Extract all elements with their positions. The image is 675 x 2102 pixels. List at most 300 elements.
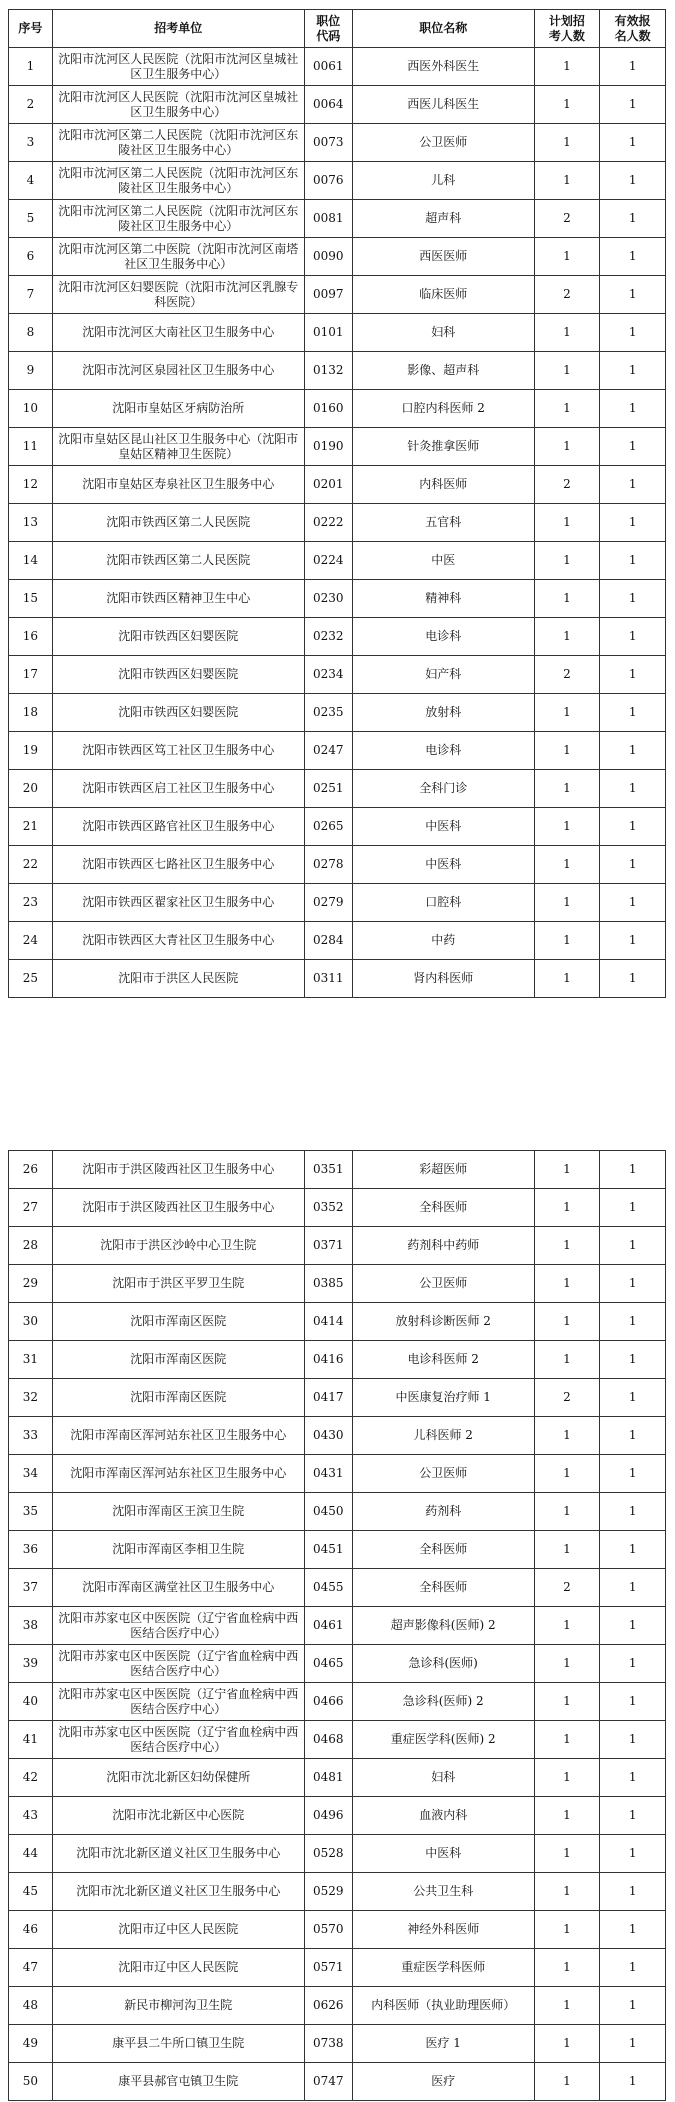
cell-valid-count: 1: [600, 2025, 666, 2063]
cell-code: 0311: [304, 960, 352, 998]
cell-code: 0626: [304, 1987, 352, 2025]
cell-unit: 沈阳市浑南区医院: [52, 1303, 304, 1341]
cell-planned-count: 1: [534, 770, 600, 808]
cell-no: 42: [9, 1759, 53, 1797]
cell-no: 19: [9, 732, 53, 770]
cell-code: 0073: [304, 124, 352, 162]
cell-no: 32: [9, 1379, 53, 1417]
header-plan-line2: 考人数: [548, 28, 585, 43]
cell-planned-count: 1: [534, 504, 600, 542]
cell-unit: 沈阳市于洪区平罗卫生院: [52, 1265, 304, 1303]
cell-unit: 沈阳市沈河区第二人民医院（沈阳市沈河区东陵社区卫生服务中心）: [52, 162, 304, 200]
cell-no: 16: [9, 618, 53, 656]
cell-no: 12: [9, 466, 53, 504]
cell-planned-count: 1: [534, 1949, 600, 1987]
cell-code: 0468: [304, 1721, 352, 1759]
cell-position-name: 医疗 1: [352, 2025, 534, 2063]
cell-planned-count: 1: [534, 618, 600, 656]
cell-code: 0247: [304, 732, 352, 770]
cell-valid-count: 1: [600, 428, 666, 466]
cell-valid-count: 1: [600, 314, 666, 352]
cell-position-name: 电诊科: [352, 618, 534, 656]
cell-code: 0351: [304, 1151, 352, 1189]
cell-valid-count: 1: [600, 238, 666, 276]
cell-code: 0224: [304, 542, 352, 580]
cell-unit: 沈阳市铁西区第二人民医院: [52, 504, 304, 542]
cell-position-name: 内科医师（执业助理医师）: [352, 1987, 534, 2025]
cell-valid-count: 1: [600, 694, 666, 732]
table-row: [9, 86, 666, 124]
cell-no: 8: [9, 314, 53, 352]
cell-position-name: 妇科: [352, 1759, 534, 1797]
cell-code: 0465: [304, 1645, 352, 1683]
cell-position-name: 肾内科医师: [352, 960, 534, 998]
cell-code: 0529: [304, 1873, 352, 1911]
cell-planned-count: 1: [534, 2063, 600, 2101]
cell-no: 2: [9, 86, 53, 124]
cell-position-name: 全科医师: [352, 1531, 534, 1569]
cell-position-name: 影像、超声科: [352, 352, 534, 390]
cell-planned-count: 1: [534, 124, 600, 162]
cell-position-name: 西医医师: [352, 238, 534, 276]
table-row: [9, 276, 666, 314]
cell-code: 0528: [304, 1835, 352, 1873]
cell-unit: 沈阳市铁西区大青社区卫生服务中心: [52, 922, 304, 960]
cell-valid-count: 1: [600, 124, 666, 162]
cell-unit: 沈阳市沈河区第二人民医院（沈阳市沈河区东陵社区卫生服务中心）: [52, 200, 304, 238]
cell-no: 29: [9, 1265, 53, 1303]
cell-no: 38: [9, 1607, 53, 1645]
cell-position-name: 儿科: [352, 162, 534, 200]
cell-unit: 沈阳市沈河区妇婴医院（沈阳市沈河区乳腺专科医院）: [52, 276, 304, 314]
cell-valid-count: 1: [600, 1379, 666, 1417]
cell-valid-count: 1: [600, 732, 666, 770]
cell-position-name: 西医儿科医生: [352, 86, 534, 124]
cell-planned-count: 1: [534, 1493, 600, 1531]
cell-no: 27: [9, 1189, 53, 1227]
cell-code: 0278: [304, 846, 352, 884]
cell-valid-count: 1: [600, 1569, 666, 1607]
header-no: 序号: [9, 10, 53, 48]
cell-planned-count: 1: [534, 1265, 600, 1303]
table-row: [9, 390, 666, 428]
cell-unit: 沈阳市铁西区七路社区卫生服务中心: [52, 846, 304, 884]
cell-planned-count: 1: [534, 314, 600, 352]
cell-unit: 沈阳市铁西区妇婴医院: [52, 618, 304, 656]
cell-code: 0097: [304, 276, 352, 314]
table-body-page-1: [9, 48, 666, 998]
cell-code: 0481: [304, 1759, 352, 1797]
cell-code: 0430: [304, 1417, 352, 1455]
cell-code: 0160: [304, 390, 352, 428]
table-row: [9, 846, 666, 884]
cell-unit: 沈阳市于洪区陵西社区卫生服务中心: [52, 1189, 304, 1227]
cell-valid-count: 1: [600, 1303, 666, 1341]
cell-unit: 沈阳市苏家屯区中医医院（辽宁省血栓病中西医结合医疗中心）: [52, 1683, 304, 1721]
table-row: [9, 200, 666, 238]
cell-no: 41: [9, 1721, 53, 1759]
cell-position-name: 口腔内科医师 2: [352, 390, 534, 428]
cell-valid-count: 1: [600, 1265, 666, 1303]
table-row: [9, 960, 666, 998]
table-row: [9, 922, 666, 960]
cell-unit: 沈阳市浑南区浑河站东社区卫生服务中心: [52, 1455, 304, 1493]
cell-code: 0061: [304, 48, 352, 86]
cell-valid-count: 1: [600, 1189, 666, 1227]
cell-planned-count: 1: [534, 352, 600, 390]
cell-valid-count: 1: [600, 1531, 666, 1569]
cell-position-name: 精神科: [352, 580, 534, 618]
cell-no: 33: [9, 1417, 53, 1455]
cell-valid-count: 1: [600, 542, 666, 580]
cell-valid-count: 1: [600, 1645, 666, 1683]
cell-planned-count: 2: [534, 466, 600, 504]
cell-valid-count: 1: [600, 86, 666, 124]
cell-valid-count: 1: [600, 922, 666, 960]
cell-valid-count: 1: [600, 200, 666, 238]
cell-no: 11: [9, 428, 53, 466]
cell-valid-count: 1: [600, 1227, 666, 1265]
cell-code: 0076: [304, 162, 352, 200]
cell-planned-count: 1: [534, 1455, 600, 1493]
cell-code: 0201: [304, 466, 352, 504]
cell-planned-count: 1: [534, 1873, 600, 1911]
header-code-line2: 代码: [316, 28, 341, 43]
cell-position-name: 神经外科医师: [352, 1911, 534, 1949]
cell-code: 0450: [304, 1493, 352, 1531]
cell-planned-count: 1: [534, 1645, 600, 1683]
cell-code: 0496: [304, 1797, 352, 1835]
cell-planned-count: 1: [534, 428, 600, 466]
cell-valid-count: 1: [600, 276, 666, 314]
cell-position-name: 放射科诊断医师 2: [352, 1303, 534, 1341]
cell-unit: 沈阳市铁西区启工社区卫生服务中心: [52, 770, 304, 808]
cell-no: 43: [9, 1797, 53, 1835]
cell-no: 31: [9, 1341, 53, 1379]
table-row: [9, 1949, 666, 1987]
cell-position-name: 公共卫生科: [352, 1873, 534, 1911]
cell-valid-count: 1: [600, 48, 666, 86]
cell-planned-count: 2: [534, 1379, 600, 1417]
cell-no: 37: [9, 1569, 53, 1607]
recruitment-table-page-1: [8, 9, 666, 998]
table-row: [9, 48, 666, 86]
cell-valid-count: 1: [600, 580, 666, 618]
cell-no: 25: [9, 960, 53, 998]
cell-code: 0235: [304, 694, 352, 732]
cell-code: 0232: [304, 618, 352, 656]
cell-unit: 沈阳市铁西区笃工社区卫生服务中心: [52, 732, 304, 770]
cell-unit: 沈阳市铁西区翟家社区卫生服务中心: [52, 884, 304, 922]
cell-code: 0352: [304, 1189, 352, 1227]
cell-code: 0371: [304, 1227, 352, 1265]
cell-planned-count: 1: [534, 390, 600, 428]
cell-planned-count: 1: [534, 1759, 600, 1797]
table-row: [9, 238, 666, 276]
cell-planned-count: 1: [534, 1797, 600, 1835]
table-row: [9, 162, 666, 200]
table-row: [9, 1759, 666, 1797]
cell-position-name: 急诊科(医师) 2: [352, 1683, 534, 1721]
cell-no: 30: [9, 1303, 53, 1341]
cell-position-name: 中医科: [352, 846, 534, 884]
cell-planned-count: 1: [534, 1227, 600, 1265]
cell-code: 0101: [304, 314, 352, 352]
cell-valid-count: 1: [600, 162, 666, 200]
cell-position-name: 口腔科: [352, 884, 534, 922]
cell-no: 1: [9, 48, 53, 86]
cell-no: 23: [9, 884, 53, 922]
table-row: [9, 808, 666, 846]
cell-unit: 沈阳市沈北新区道义社区卫生服务中心: [52, 1873, 304, 1911]
cell-planned-count: 1: [534, 580, 600, 618]
cell-unit: 沈阳市于洪区沙岭中心卫生院: [52, 1227, 304, 1265]
cell-planned-count: 1: [534, 1189, 600, 1227]
header-planned-count: [534, 10, 600, 48]
cell-no: 35: [9, 1493, 53, 1531]
cell-unit: 沈阳市铁西区精神卫生中心: [52, 580, 304, 618]
table-row: [9, 1417, 666, 1455]
header-code-line1: 职位: [316, 13, 341, 28]
cell-valid-count: 1: [600, 1987, 666, 2025]
table-row: [9, 1265, 666, 1303]
cell-code: 0090: [304, 238, 352, 276]
table-row: [9, 2063, 666, 2101]
cell-no: 13: [9, 504, 53, 542]
cell-position-name: 全科门诊: [352, 770, 534, 808]
cell-unit: 沈阳市浑南区医院: [52, 1379, 304, 1417]
cell-no: 46: [9, 1911, 53, 1949]
cell-code: 0190: [304, 428, 352, 466]
cell-no: 45: [9, 1873, 53, 1911]
cell-unit: 沈阳市沈河区人民医院（沈阳市沈河区皇城社区卫生服务中心）: [52, 48, 304, 86]
cell-unit: 沈阳市沈河区第二中医院（沈阳市沈河区南塔社区卫生服务中心）: [52, 238, 304, 276]
table-row: [9, 1797, 666, 1835]
cell-position-name: 西医外科医生: [352, 48, 534, 86]
cell-unit: 沈阳市沈河区大南社区卫生服务中心: [52, 314, 304, 352]
cell-code: 0385: [304, 1265, 352, 1303]
cell-code: 0431: [304, 1455, 352, 1493]
cell-planned-count: 2: [534, 200, 600, 238]
cell-no: 47: [9, 1949, 53, 1987]
table-row: [9, 1493, 666, 1531]
cell-planned-count: 1: [534, 1417, 600, 1455]
table-row: [9, 770, 666, 808]
cell-valid-count: 1: [600, 618, 666, 656]
cell-valid-count: 1: [600, 1683, 666, 1721]
table-row: [9, 1379, 666, 1417]
table-row: [9, 656, 666, 694]
cell-valid-count: 1: [600, 846, 666, 884]
cell-unit: 沈阳市沈北新区中心医院: [52, 1797, 304, 1835]
cell-planned-count: 1: [534, 1151, 600, 1189]
cell-no: 50: [9, 2063, 53, 2101]
cell-no: 22: [9, 846, 53, 884]
cell-no: 9: [9, 352, 53, 390]
table-row: [9, 1151, 666, 1189]
cell-planned-count: 1: [534, 48, 600, 86]
cell-unit: 沈阳市铁西区第二人民医院: [52, 542, 304, 580]
header-code: [304, 10, 352, 48]
cell-valid-count: 1: [600, 656, 666, 694]
cell-unit: 沈阳市沈北新区道义社区卫生服务中心: [52, 1835, 304, 1873]
cell-position-name: 放射科: [352, 694, 534, 732]
cell-code: 0284: [304, 922, 352, 960]
cell-position-name: 超声科: [352, 200, 534, 238]
cell-valid-count: 1: [600, 390, 666, 428]
cell-position-name: 血液内科: [352, 1797, 534, 1835]
cell-no: 17: [9, 656, 53, 694]
cell-code: 0414: [304, 1303, 352, 1341]
cell-planned-count: 1: [534, 846, 600, 884]
cell-no: 44: [9, 1835, 53, 1873]
table-body-page-2: [9, 1151, 666, 2101]
cell-valid-count: 1: [600, 1873, 666, 1911]
cell-no: 5: [9, 200, 53, 238]
table-row: [9, 1873, 666, 1911]
cell-no: 40: [9, 1683, 53, 1721]
cell-code: 0279: [304, 884, 352, 922]
cell-position-name: 临床医师: [352, 276, 534, 314]
cell-code: 0466: [304, 1683, 352, 1721]
cell-planned-count: 2: [534, 656, 600, 694]
cell-code: 0417: [304, 1379, 352, 1417]
cell-unit: 沈阳市于洪区人民医院: [52, 960, 304, 998]
table-row: [9, 124, 666, 162]
cell-position-name: 妇产科: [352, 656, 534, 694]
table-row: [9, 1721, 666, 1759]
cell-planned-count: 1: [534, 1835, 600, 1873]
cell-planned-count: 2: [534, 1569, 600, 1607]
cell-position-name: 公卫医师: [352, 1455, 534, 1493]
cell-position-name: 药剂科中药师: [352, 1227, 534, 1265]
header-plan-line1: 计划招: [548, 13, 585, 28]
cell-valid-count: 1: [600, 1455, 666, 1493]
cell-no: 49: [9, 2025, 53, 2063]
cell-unit: 沈阳市皇姑区昆山社区卫生服务中心（沈阳市皇姑区精神卫生医院）: [52, 428, 304, 466]
table-row: [9, 1835, 666, 1873]
table-row: [9, 1683, 666, 1721]
table-row: [9, 466, 666, 504]
table-row: [9, 1303, 666, 1341]
cell-no: 14: [9, 542, 53, 580]
cell-planned-count: 1: [534, 694, 600, 732]
cell-position-name: 儿科医师 2: [352, 1417, 534, 1455]
cell-unit: 沈阳市浑南区满堂社区卫生服务中心: [52, 1569, 304, 1607]
table-row: [9, 504, 666, 542]
table-row: [9, 580, 666, 618]
cell-valid-count: 1: [600, 352, 666, 390]
cell-position-name: 重症医学科(医师) 2: [352, 1721, 534, 1759]
cell-no: 39: [9, 1645, 53, 1683]
cell-code: 0455: [304, 1569, 352, 1607]
cell-position-name: 针灸推拿医师: [352, 428, 534, 466]
cell-code: 0571: [304, 1949, 352, 1987]
cell-valid-count: 1: [600, 1949, 666, 1987]
table-row: [9, 1987, 666, 2025]
cell-unit: 沈阳市浑南区浑河站东社区卫生服务中心: [52, 1417, 304, 1455]
header-unit: 招考单位: [52, 10, 304, 48]
cell-valid-count: 1: [600, 466, 666, 504]
cell-planned-count: 1: [534, 2025, 600, 2063]
cell-unit: 沈阳市沈河区泉园社区卫生服务中心: [52, 352, 304, 390]
cell-no: 4: [9, 162, 53, 200]
cell-position-name: 中医科: [352, 808, 534, 846]
cell-planned-count: 1: [534, 1721, 600, 1759]
cell-unit: 沈阳市于洪区陵西社区卫生服务中心: [52, 1151, 304, 1189]
table-row: [9, 618, 666, 656]
table-row: [9, 1455, 666, 1493]
cell-valid-count: 1: [600, 808, 666, 846]
cell-valid-count: 1: [600, 1721, 666, 1759]
table-row: [9, 1569, 666, 1607]
cell-planned-count: 1: [534, 86, 600, 124]
cell-position-name: 全科医师: [352, 1189, 534, 1227]
cell-valid-count: 1: [600, 504, 666, 542]
cell-no: 10: [9, 390, 53, 428]
cell-code: 0064: [304, 86, 352, 124]
cell-code: 0461: [304, 1607, 352, 1645]
cell-unit: 沈阳市浑南区王滨卫生院: [52, 1493, 304, 1531]
cell-position-name: 急诊科(医师): [352, 1645, 534, 1683]
cell-position-name: 超声影像科(医师) 2: [352, 1607, 534, 1645]
cell-code: 0081: [304, 200, 352, 238]
cell-unit: 沈阳市沈北新区妇幼保健所: [52, 1759, 304, 1797]
cell-planned-count: 1: [534, 808, 600, 846]
cell-valid-count: 1: [600, 770, 666, 808]
cell-planned-count: 1: [534, 960, 600, 998]
cell-no: 36: [9, 1531, 53, 1569]
cell-position-name: 中药: [352, 922, 534, 960]
cell-unit: 沈阳市浑南区医院: [52, 1341, 304, 1379]
cell-position-name: 中医科: [352, 1835, 534, 1873]
cell-position-name: 彩超医师: [352, 1151, 534, 1189]
cell-code: 0747: [304, 2063, 352, 2101]
cell-valid-count: 1: [600, 2063, 666, 2101]
cell-code: 0251: [304, 770, 352, 808]
table-row: [9, 542, 666, 580]
table-row: [9, 1607, 666, 1645]
cell-position-name: 药剂科: [352, 1493, 534, 1531]
cell-no: 7: [9, 276, 53, 314]
cell-valid-count: 1: [600, 1417, 666, 1455]
cell-unit: 沈阳市铁西区路官社区卫生服务中心: [52, 808, 304, 846]
cell-position-name: 电诊科: [352, 732, 534, 770]
cell-unit: 沈阳市沈河区人民医院（沈阳市沈河区皇城社区卫生服务中心）: [52, 86, 304, 124]
header-valid-line2: 名人数: [614, 28, 651, 43]
cell-unit: 沈阳市苏家屯区中医医院（辽宁省血栓病中西医结合医疗中心）: [52, 1607, 304, 1645]
cell-unit: 沈阳市铁西区妇婴医院: [52, 694, 304, 732]
cell-no: 28: [9, 1227, 53, 1265]
cell-planned-count: 1: [534, 1607, 600, 1645]
cell-planned-count: 1: [534, 1531, 600, 1569]
cell-no: 15: [9, 580, 53, 618]
cell-planned-count: 2: [534, 276, 600, 314]
table-row: [9, 732, 666, 770]
cell-unit: 沈阳市辽中区人民医院: [52, 1949, 304, 1987]
cell-no: 26: [9, 1151, 53, 1189]
cell-planned-count: 1: [534, 1911, 600, 1949]
cell-unit: 沈阳市苏家屯区中医医院（辽宁省血栓病中西医结合医疗中心）: [52, 1721, 304, 1759]
cell-unit: 康平县郝官屯镇卫生院: [52, 2063, 304, 2101]
table-row: [9, 1531, 666, 1569]
cell-planned-count: 1: [534, 1303, 600, 1341]
cell-code: 0738: [304, 2025, 352, 2063]
cell-valid-count: 1: [600, 884, 666, 922]
cell-valid-count: 1: [600, 1493, 666, 1531]
cell-no: 20: [9, 770, 53, 808]
cell-unit: 沈阳市铁西区妇婴医院: [52, 656, 304, 694]
